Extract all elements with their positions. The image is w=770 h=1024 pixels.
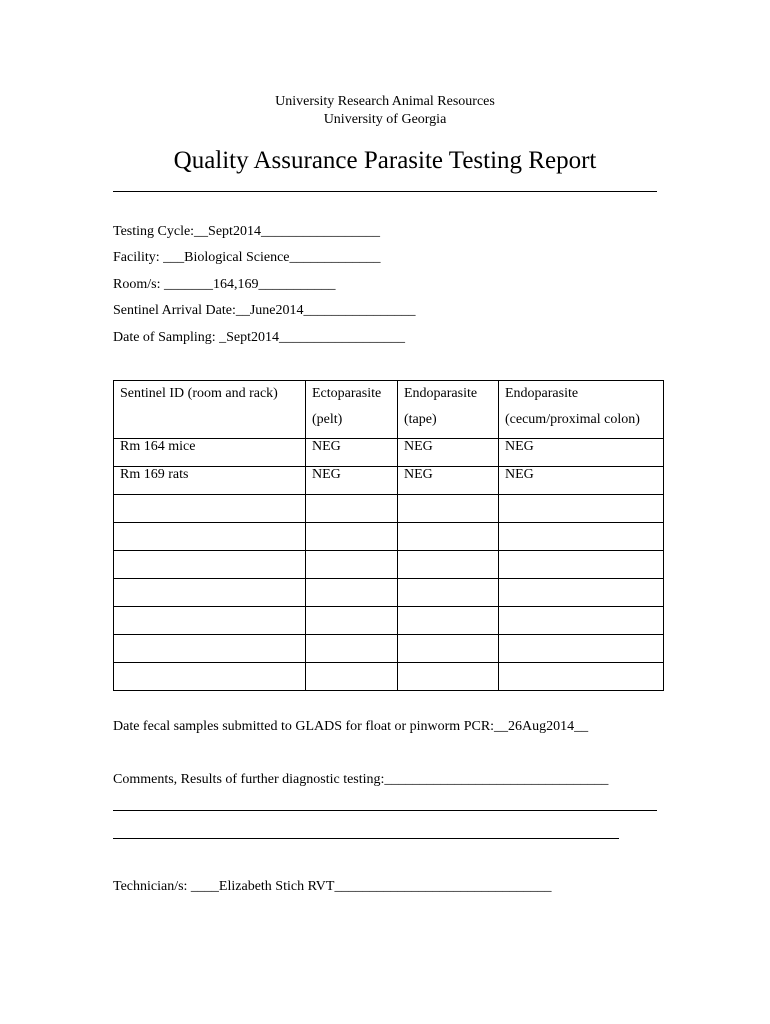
header-sentinel-id [114, 381, 306, 439]
table-row [114, 635, 664, 663]
header-ectoparasite [306, 381, 398, 439]
table-cell [306, 495, 398, 523]
header-label: Endoparasite [404, 386, 478, 401]
table-cell [398, 495, 499, 523]
table-cell [398, 663, 499, 691]
header-label: Endoparasite [505, 386, 579, 401]
header-label: Sentinel ID (room and rack) [120, 386, 278, 401]
header-sublabel: (cecum/proximal colon) [505, 412, 640, 427]
table-row [114, 579, 664, 607]
sentinel-arrival-field: Sentinel Arrival Date:__June2014________________ [113, 303, 416, 318]
table-header-row [114, 381, 664, 439]
table-cell [306, 635, 398, 663]
table-cell [306, 551, 398, 579]
table-cell: NEG [499, 467, 664, 495]
technician-field: Technician/s: ____Elizabeth Stich RVT_______________________________ [113, 879, 552, 894]
comments-blank-line [113, 810, 657, 811]
comments-blank-line [113, 838, 619, 839]
table-cell [114, 635, 306, 663]
header-sublabel: (tape) [404, 412, 437, 427]
table-row [114, 439, 664, 467]
table-cell: NEG [398, 439, 499, 467]
table-row [114, 551, 664, 579]
results-table [113, 380, 664, 691]
table-cell [114, 551, 306, 579]
header-endoparasite-cecum [499, 381, 664, 439]
table-cell [114, 495, 306, 523]
table-row [114, 467, 664, 495]
table-cell [398, 579, 499, 607]
table-cell [114, 663, 306, 691]
table-row [114, 663, 664, 691]
table-row [114, 495, 664, 523]
header-endoparasite-tape [398, 381, 499, 439]
date-of-sampling-field: Date of Sampling: _Sept2014__________________ [113, 330, 406, 345]
table-cell: NEG [306, 467, 398, 495]
table-cell [499, 607, 664, 635]
table-cell [398, 523, 499, 551]
table-cell [306, 579, 398, 607]
table-cell [499, 523, 664, 551]
table-cell [499, 495, 664, 523]
organization-name: University Research Animal Resources [275, 94, 495, 109]
table-cell: NEG [499, 439, 664, 467]
table-cell [398, 635, 499, 663]
facility-field: Facility: ___Biological Science_____________ [113, 250, 381, 265]
table-cell: NEG [306, 439, 398, 467]
table-cell [398, 551, 499, 579]
table-cell [114, 523, 306, 551]
glads-submission-field: Date fecal samples submitted to GLADS for float or pinworm PCR:__26Aug2014__ [113, 719, 589, 734]
table-cell [306, 523, 398, 551]
table-cell [499, 635, 664, 663]
table-cell: Rm 169 rats [114, 467, 306, 495]
table-cell [114, 607, 306, 635]
table-cell: NEG [398, 467, 499, 495]
table-cell [306, 663, 398, 691]
table-row [114, 607, 664, 635]
title-underline [113, 191, 657, 192]
table-cell [114, 579, 306, 607]
table-cell: Rm 164 mice [114, 439, 306, 467]
header-sublabel: (pelt) [312, 412, 343, 427]
table-cell [499, 551, 664, 579]
table-row [114, 523, 664, 551]
university-name: University of Georgia [323, 112, 447, 127]
comments-field: Comments, Results of further diagnostic testing:________________________________ [113, 772, 609, 787]
header-label: Ectoparasite [312, 386, 382, 401]
table-cell [398, 607, 499, 635]
report-title: Quality Assurance Parasite Testing Report [173, 147, 597, 174]
table-cell [499, 663, 664, 691]
table-cell [306, 607, 398, 635]
table-cell [499, 579, 664, 607]
rooms-field: Room/s: _______164,169___________ [113, 277, 336, 292]
testing-cycle-field: Testing Cycle:__Sept2014_________________ [113, 224, 380, 239]
